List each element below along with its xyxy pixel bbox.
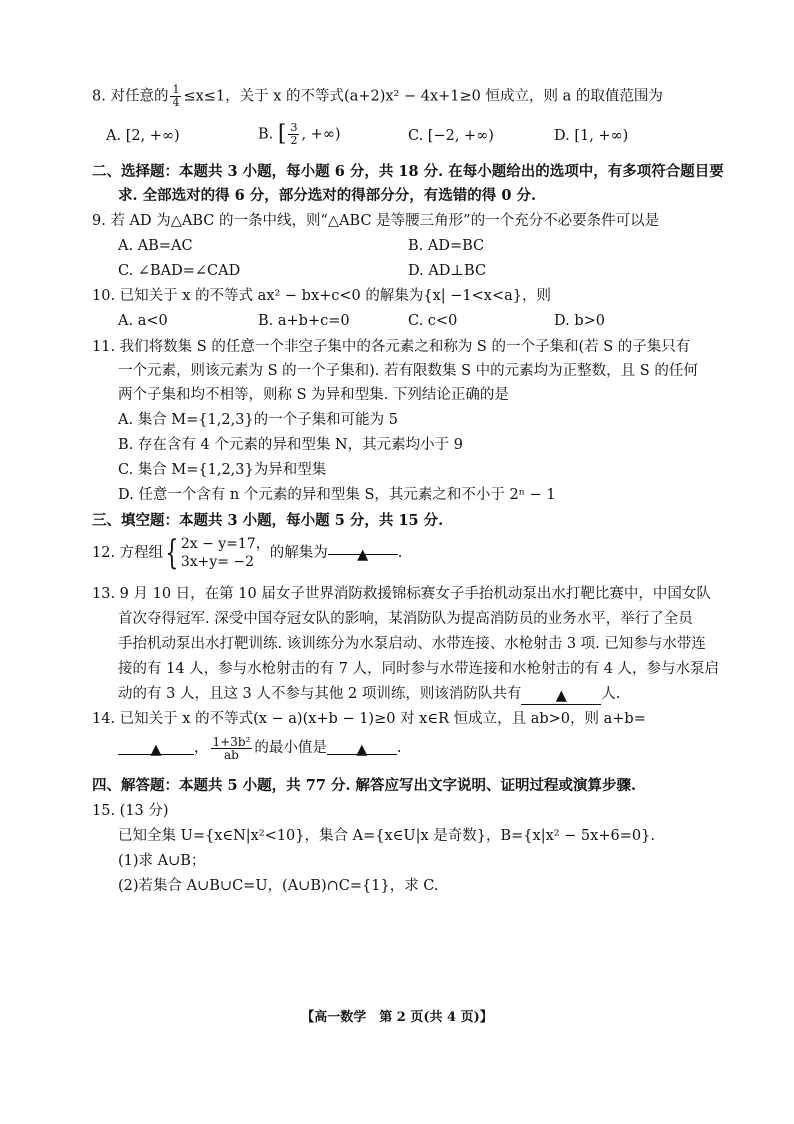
q8-option-b-fraction bbox=[288, 122, 299, 147]
q13-end: 人. bbox=[601, 686, 621, 702]
q9-option-b: B. AD=BC bbox=[408, 238, 485, 254]
q14-end: . bbox=[396, 740, 402, 756]
section2-heading: 二、选择题：本题共 3 小题，每小题 6 分，共 18 分. 在每小题给出的选项中，有多项符合题目要 bbox=[92, 163, 724, 180]
section3-heading: 三、填空题：本题共 3 小题，每小题 5 分，共 15 分. bbox=[92, 512, 444, 529]
q8-option-b bbox=[258, 122, 341, 147]
q8-option-b-label: B. bbox=[258, 126, 278, 143]
q12-equation-1: 2x − y=17， bbox=[180, 536, 270, 552]
q8-option-b-rest: , +∞) bbox=[301, 126, 341, 143]
q8-option-d: D. [1, +∞) bbox=[554, 128, 629, 144]
q9-option-d: D. AD⊥BC bbox=[408, 263, 487, 279]
q9-option-a: A. AB=AC bbox=[118, 238, 193, 254]
q8-prefix: 8. 对任意的 bbox=[92, 88, 169, 105]
q12-equation-2: 3x+y= −2 bbox=[180, 554, 255, 570]
q10-option-b: B. a+b+c=0 bbox=[258, 313, 350, 329]
q11-option-a: A. 集合 M={1,2,3}的一个子集和可能为 5 bbox=[118, 412, 398, 428]
q13-line4: 接的有 14 人，参与水枪射击的有 7 人，同时参与水带连接和水枪射击的有 4 人，参与水泵启 bbox=[118, 661, 720, 677]
q11-stem-line1: 11. 我们将数集 S 的任意一个非空子集中的各元素之和称为 S 的一个子集和(若 S 的子集只有 bbox=[92, 339, 691, 355]
q10-option-c: C. c<0 bbox=[408, 313, 458, 329]
q8-frac-den: 4 bbox=[172, 96, 180, 109]
q11-stem-line2: 一个元素，则该元素为 S 的一个子集和). 若有限数集 S 中的元素均为正整数，且 S 的任何 bbox=[118, 363, 698, 379]
q15-part1: (1)求 A∪B； bbox=[118, 853, 206, 869]
q13-blank-marker: ▲ bbox=[555, 688, 567, 704]
q8-fraction bbox=[170, 84, 181, 109]
section4-heading: 四、解答题：本题共 5 小题，共 77 分. 解答应写出文字说明、证明过程或演算步骤. bbox=[92, 777, 637, 794]
q8-option-b-num: 3 bbox=[290, 121, 298, 134]
q13-line2: 首次夺得冠军. 深受中国夺冠女队的影响，某消防队为提高消防员的业务水平，举行了全员 bbox=[118, 611, 693, 627]
q13-line3: 手抬机动泵出水打靶训练. 该训练分为水泵启动、水带连接、水枪射击 3 项. 已知参与水带连 bbox=[118, 636, 706, 652]
q14-frac-num: 1+3b² bbox=[212, 734, 251, 749]
q8-rest: ≤x≤1，关于 x 的不等式(a+2)x² − 4x+1≥0 恒成立，则 a 的取值范围为 bbox=[183, 88, 663, 105]
q14-frac-den: ab bbox=[223, 747, 239, 762]
q11-option-c: C. 集合 M={1,2,3}为异和型集 bbox=[118, 462, 327, 478]
q13-line5 bbox=[118, 684, 620, 704]
q15-part2: (2)若集合 A∪B∪C=U，(A∪B)∩C={1}，求 C. bbox=[118, 878, 439, 894]
q12-suffix: 的解集为 bbox=[269, 545, 328, 561]
q11-stem-line3: 两个子集和均不相等，则称 S 为异和型集. 下列结论正确的是 bbox=[118, 387, 509, 403]
q12-blank-marker: ▲ bbox=[357, 547, 369, 563]
q13-answer-blank[interactable] bbox=[521, 686, 601, 705]
q8-option-a: A. [2, +∞) bbox=[106, 128, 180, 144]
q9-option-c: C. ∠BAD=∠CAD bbox=[118, 263, 241, 279]
q14-comma: ， bbox=[194, 740, 209, 756]
q14-answer-blank-2[interactable] bbox=[327, 736, 397, 758]
q12-end: . bbox=[397, 545, 403, 561]
section2-heading-cont: 求. 全部选对的得 6 分，部分选对的得部分分，有选错的得 0 分. bbox=[118, 187, 537, 204]
q8-option-b-den: 2 bbox=[290, 134, 298, 147]
q12-system bbox=[181, 535, 270, 571]
q14-line2 bbox=[118, 734, 401, 762]
q11-option-d: D. 任意一个含有 n 个元素的异和型集 S，其元素之和不小于 2ⁿ − 1 bbox=[118, 487, 556, 503]
q10-stem: 10. 已知关于 x 的不等式 ax² − bx+c<0 的解集为{x| −1<x<a}，则 bbox=[92, 288, 552, 304]
q14-mid: 的最小值是 bbox=[254, 740, 327, 756]
q10-option-a: A. a<0 bbox=[118, 313, 168, 329]
q15-heading: 15. (13 分) bbox=[92, 803, 169, 819]
q12-answer-blank[interactable] bbox=[328, 536, 398, 563]
q13-line5-text: 动的有 3 人，且这 3 人不参与其他 2 项训练，则该消防队共有 bbox=[118, 686, 522, 702]
q14-blank2-marker: ▲ bbox=[356, 742, 368, 758]
q9-stem: 9. 若 AD 为△ABC 的一条中线，则“△ABC 是等腰三角形”的一个充分不必要条件可以是 bbox=[92, 213, 660, 229]
q8-option-c: C. [−2, +∞) bbox=[408, 128, 494, 144]
q11-option-b: B. 存在含有 4 个元素的异和型集 N，其元素均小于 9 bbox=[118, 437, 463, 453]
q8-stem bbox=[92, 84, 663, 109]
q15-line1: 已知全集 U={x∈N|x²<10}，集合 A={x∈U|x 是奇数}，B={x|x² − 5x+6=0}. bbox=[118, 828, 655, 844]
page-footer: 【高一数学 第 2 页(共 4 页)】 bbox=[301, 1010, 493, 1025]
q8-option-b-bracket: [ bbox=[277, 121, 287, 147]
q14-blank1-marker: ▲ bbox=[150, 742, 162, 758]
q12-stem bbox=[92, 534, 402, 572]
q14-fraction bbox=[211, 736, 253, 761]
q14-line1: 14. 已知关于 x 的不等式(x − a)(x+b − 1)≥0 对 x∈R 恒成立，且 ab>0，则 a+b= bbox=[92, 711, 646, 727]
q14-answer-blank-1[interactable] bbox=[118, 736, 194, 758]
q12-prefix: 12. 方程组 bbox=[92, 545, 164, 561]
q12-brace: { bbox=[165, 533, 179, 573]
q13-line1: 13. 9 月 10 日，在第 10 届女子世界消防救援锦标赛女子手抬机动泵出水打靶比赛中，中国女队 bbox=[92, 586, 711, 602]
q10-option-d: D. b>0 bbox=[554, 313, 605, 329]
q8-frac-num: 1 bbox=[172, 83, 180, 96]
